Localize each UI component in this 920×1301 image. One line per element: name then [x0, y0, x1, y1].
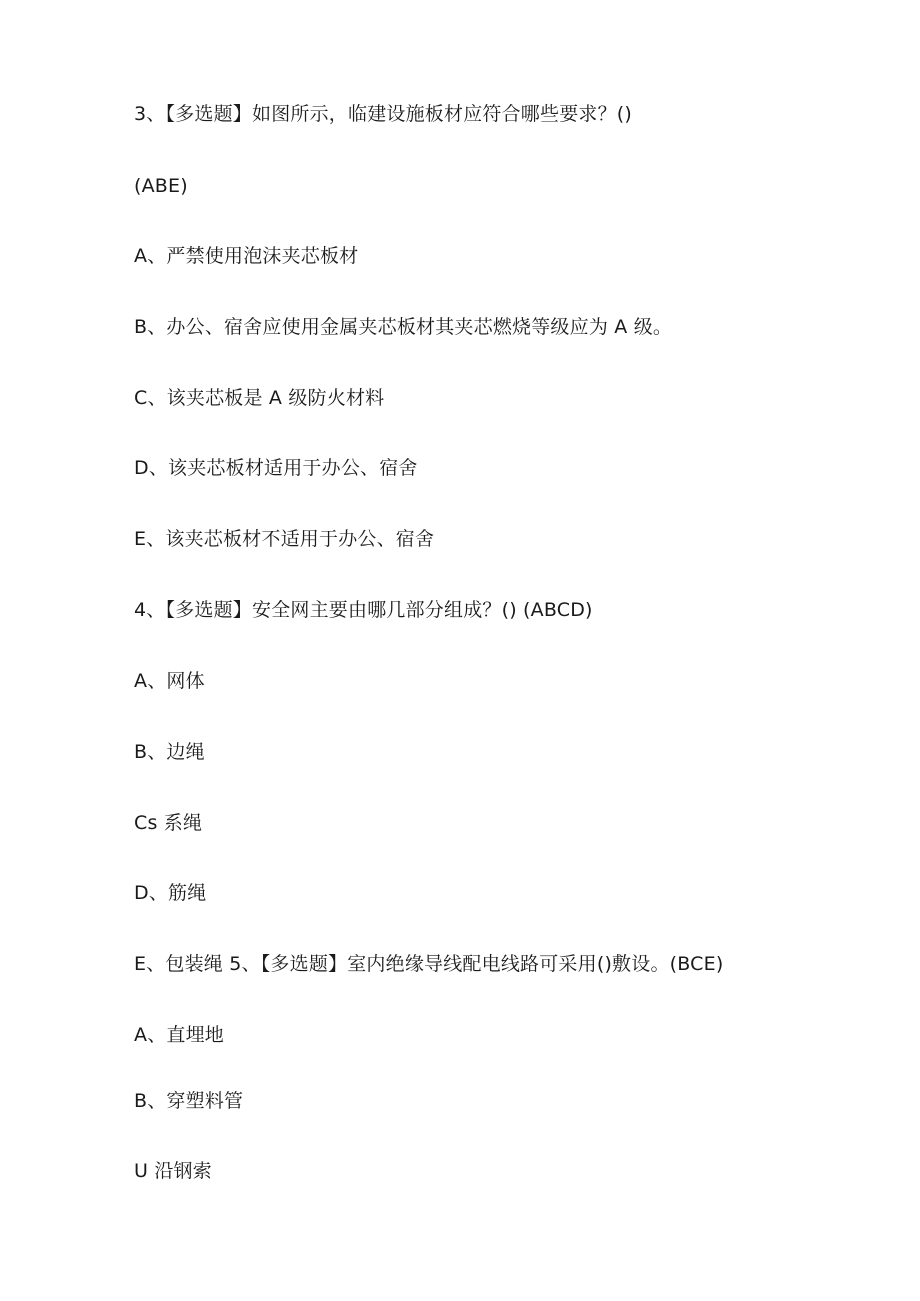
question-5-option-c: U 沿钢索 [134, 1160, 212, 1182]
question-3-stem: 3、【多选题】如图所示，临建设施板材应符合哪些要求？() [134, 103, 633, 125]
question-4-stem: 4、【多选题】安全网主要由哪几部分组成？() (ABCD) [134, 599, 593, 621]
question-4-option-c: Cs 系绳 [134, 812, 203, 834]
question-4-option-b: B、边绳 [134, 741, 205, 763]
question-3-option-a: A、严禁使用泡沫夹芯板材 [134, 245, 359, 267]
question-3-option-d: D、该夹芯板材适用于办公、宿舍 [134, 457, 418, 479]
question-3-answer: (ABE) [134, 175, 188, 197]
question-3-option-c: C、该夹芯板是 A 级防火材料 [134, 387, 385, 409]
question-4-option-e-question-5-stem: E、包装绳 5、【多选题】室内绝缘导线配电线路可采用()敷设。(BCE) [134, 953, 724, 975]
question-5-option-a: A、直埋地 [134, 1024, 224, 1046]
question-3-option-e: E、该夹芯板材不适用于办公、宿舍 [134, 528, 435, 550]
question-5-option-b: B、穿塑料管 [134, 1090, 244, 1112]
question-4-option-a: A、网体 [134, 670, 205, 692]
question-4-option-d: D、筋绳 [134, 882, 207, 904]
question-3-option-b: B、办公、宿舍应使用金属夹芯板材其夹芯燃烧等级应为 A 级。 [134, 316, 673, 338]
